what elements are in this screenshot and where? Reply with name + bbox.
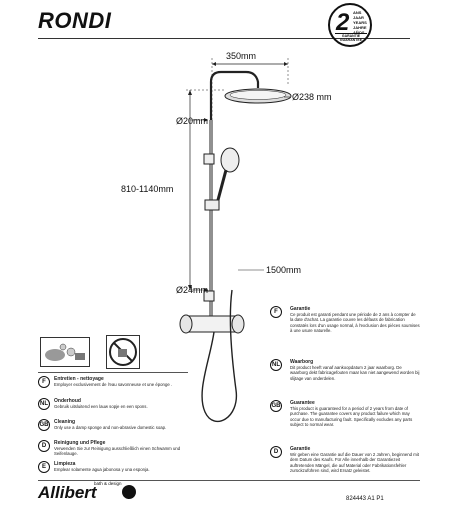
care-title: Onderhoud (54, 398, 81, 404)
care-title: Entretien - nettoyage (54, 376, 104, 382)
guarantee-section-fr (270, 306, 420, 333)
care-title: Reinigung und Pflege (54, 440, 106, 446)
language-code-badge: E (38, 461, 50, 473)
language-code-badge: GB (38, 419, 50, 431)
language-code-badge: D (270, 446, 282, 458)
guarantee-text: Ce produit est garanti pendant une période de 2 ans à compter de la date d'achat. La garantie couvre les défauts de fabrication constatés lors d'un usage normal, à l'exclusion des pièces soumises à une usure naturelle. (290, 312, 420, 333)
care-section-d (38, 440, 188, 457)
badge-guarantee-fr: GARANTIE (341, 34, 361, 38)
care-section-e (38, 461, 188, 472)
guarantee-section-gb (270, 400, 420, 427)
brand-logo: Allibert (38, 483, 97, 502)
guarantee-title: Waarborg (290, 359, 314, 365)
language-code-badge: NL (38, 398, 50, 410)
guarantee-section-d (270, 446, 420, 473)
language-code-badge: D (38, 440, 50, 452)
guarantee-title: Garantie (290, 446, 311, 452)
care-title: Limpieza (54, 461, 76, 467)
brand-tagline: bath & design (94, 481, 122, 486)
guarantee-text: This product is guaranteed for a period of 2 years from date of purchase. The guarantee covers any product failure which may occur due to manufacturing fault. Specifically excludes any parts subject to normal wear. (290, 406, 413, 427)
document-reference: 824443 A1 P1 (346, 496, 384, 502)
language-code-badge: NL (270, 359, 282, 371)
product-title: RONDI (38, 8, 112, 33)
badge-line: JAAR (353, 15, 364, 20)
care-section-fr (38, 376, 188, 387)
warranty-years-number: 2 (336, 9, 350, 36)
care-text: Only use a damp sponge and non-abrasive domestic soap. (54, 425, 167, 431)
dimension-pipe-lower: Ø24mm (176, 285, 209, 295)
no-abrasive-icon (106, 335, 140, 369)
dimension-pipe-upper: Ø20mm (176, 116, 209, 126)
care-text: Verwenden Sie zur Reinigung ausschließlich einen Schwamm und Seifenlauge. (54, 446, 181, 457)
guarantee-text: Wir geben eine Garantie auf die Dauer von 2 Jahren, beginnend mit dem Datum des Kaufs. Für Alle innerhalb der Garantiezeit auftretenden Mängel, die auf Material oder Fabrikationsfehler zurückzuführen sind, wird Ersatz geleistet. (290, 452, 419, 473)
guarantee-title: Guarantee (290, 400, 315, 406)
language-code-badge: F (270, 306, 282, 318)
care-divider (38, 372, 188, 373)
dimension-hose-length: 1500mm (266, 265, 302, 275)
language-code-badge: F (38, 376, 50, 388)
guarantee-title: Garantie (290, 306, 311, 312)
badge-line: ANS (353, 10, 362, 15)
language-code-badge: GB (270, 400, 282, 412)
badge-line: JAHRE (353, 25, 367, 30)
brand-mark-icon (122, 485, 136, 499)
care-text: Emplear solamente agua jabonosa y una esponja. (54, 467, 150, 473)
badge-guarantee-en: GUARANTEE (339, 38, 363, 42)
care-title: Cleaning (54, 419, 76, 425)
dimension-height-range: 810-1140mm (121, 184, 174, 194)
dimension-head-diameter: Ø238 mm (292, 92, 332, 102)
guarantee-section-nl (270, 359, 420, 381)
care-text: Gebruik uitsluitend een lauw sopje en een spons. (54, 404, 148, 410)
care-section-gb (38, 419, 188, 430)
badge-line: AÑOS (353, 30, 365, 35)
badge-line: YEARS (353, 20, 367, 25)
guarantee-text: Dit product heeft vanaf aankoopdatum 2 jaar waarborg. De waarborg dekt fabricagefouten maar kan niet aangewend worden bij slijtage van onderdelen. (290, 365, 420, 381)
care-section-nl (38, 398, 188, 409)
care-text: Employer exclusivement de l'eau savonneuse et une éponge . (54, 382, 173, 388)
soap-sponge-icon (40, 337, 90, 367)
dimension-width: 350mm (226, 51, 257, 61)
